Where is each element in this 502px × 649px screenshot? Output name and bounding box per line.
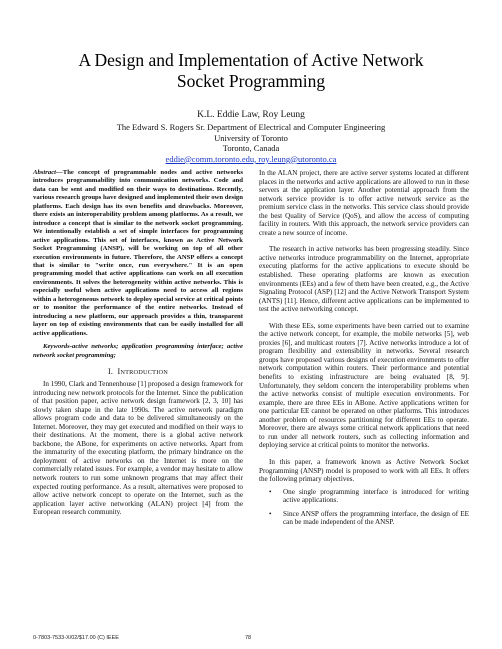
paper-title xyxy=(40,50,462,92)
author-location: Toronto, Canada xyxy=(222,143,280,154)
objectives-list xyxy=(259,488,469,527)
abstract xyxy=(33,169,243,338)
bullet-icon: • xyxy=(269,509,272,518)
list-item xyxy=(269,487,469,505)
author-department: The Edward S. Rogers Sr. Department of Electrical and Computer Engineering xyxy=(116,122,386,132)
right-column xyxy=(259,169,469,532)
section-numeral: I. xyxy=(107,366,114,376)
section-initial: I xyxy=(117,366,121,376)
bullet-icon: • xyxy=(269,487,272,496)
author-names: K.L. Eddie Law, Roy Leung xyxy=(197,110,305,120)
author-university: University of Toronto xyxy=(214,132,288,143)
intro-paragraph-1: In 1990, Clark and Tennenhouse [1] proposed a design framework for introducing new network protocols for the Internet. Since the publication of that position paper, active network design framework [2, 3, 10] has slowly taken shape in the late 1990s. The active network paradigm allows program code and data to be delivered simultaneously on the Internet. Moreover, they may get executed and modified on their ways to their destinations. At the moment, there is a global active network backbone, the ABone, for experiments on active networks. Apart from the immaturity of the executing platform, the primary hindrance on the deployment of active networks on the Internet is more on the commercially related issues. For example, a vendor may hesitate to allow network routers to run some unknown programs that may affect their expected routing performance. As a result, alternatives were proposed to allow active network concept to operate on the Internet, such as the application layer active networking (ALAN) project [4] from the European research community. xyxy=(33,379,243,517)
abstract-label: Abstract xyxy=(33,169,57,176)
left-column xyxy=(33,169,243,517)
author-block xyxy=(40,109,462,164)
keywords: Keywords-active networks; application programming interface; active network socket programming; xyxy=(33,343,243,359)
section-heading-introduction xyxy=(33,367,243,376)
body-paragraph: With these EEs, some experiments have been carried out to examine the active network concept, for example, the mobile networks [5], web proxies [6], and multicast routers [7]. Active networks introduce a lot of program flexibility and extensibility in networks. Several research groups have proposed various designs of execution environments to offer network computation within routers. Their performance and potential benefits to existing infrastructure are being evaluated [8, 9]. Unfortunately, they seldom concern the interoperability problems when the active networks consist of multiple execution environments. For example, there are three EEs in ABone. Active applications written for one particular EE cannot be operated on other platforms. This introduces another problem of resources partitioning for different EEs to operate. Moreover, there are always some critical network applications that need to run under all network routers, such as collecting information and deploying service at critical points to monitor the networks. xyxy=(259,321,469,450)
author-emails[interactable]: eddie@comm.toronto.edu, roy.leung@utoronto.ca xyxy=(165,153,337,164)
title-line-2: Socket Programming xyxy=(176,71,326,91)
body-paragraph: In this paper, a framework known as Active Network Socket Programming (ANSP) model is proposed to work with all EEs. It offers the following primary objectives. xyxy=(259,457,469,484)
abstract-text: —The concept of programmable nodes and active networks introduces programmability into communication networks. Code and data can be sent and modified on their ways to destinations. Recently, various research groups have designed and implemented their own design platforms. Each design has its own benefits and drawbacks. Moreover, there exists an interoperability problem among platforms. As a result, we introduce a concept that is similar to the network socket programming. We intentionally establish a set of simple interfaces for programming active applications. This set of interfaces, known as Active Network Socket Programming (ANSP), will be working on top of all other execution environments in future. Therefore, the ANSP offers a concept that is similar to "write once, run everywhere." It is an open programming model that active applications can work on all execution environments. It solves the heterogeneity within active networks. This is especially useful when active applications need to access all regions within a heterogeneous network to deploy special service at critical points or to monitor the performance of the entire networks. Instead of introducing a new platform, our approach provides a thin, transparent layer on top of existing environments that can be easily installed for all active applications. xyxy=(33,169,243,337)
footer-isbn: 0-7803-7533-X/02/$17.00 (C) IEEE xyxy=(33,635,119,641)
body-paragraph: In the ALAN project, there are active server systems located at different places in the networks and active applications are allowed to run in these servers at the application layer. Another potential approach from the network service provider is to offer active network service as the premium service class in the networks. This service class should provide the best Quality of Service (QoS), and allow the access of computing facility in routers. With this approach, the network service providers can create a new source of income. xyxy=(259,169,469,237)
title-line-1: A Design and Implementation of Active Network xyxy=(78,50,424,70)
list-item-text: One single programming interface is introduced for writing active applications. xyxy=(283,487,469,505)
page-number: 78 xyxy=(245,635,252,641)
list-item-text: Since ANSP offers the programming interface, the design of EE can be made independent of the ANSP. xyxy=(283,509,469,527)
list-item xyxy=(269,509,469,527)
section-title-rest: NTRODUCTION xyxy=(120,368,169,376)
body-paragraph: The research in active networks has been progressing steadily. Since active networks introduce programmability on the Internet, appropriate executing platforms for the active applications to execute should be established. These operating platforms are known as execution environments (EEs) and a few of them have been created, e.g., the Active Signaling Protocol (ASP) [12] and the Active Network Transport System (ANTS) [11]. Hence, different active applications can be implemented to test the active networking concept. xyxy=(259,245,469,314)
